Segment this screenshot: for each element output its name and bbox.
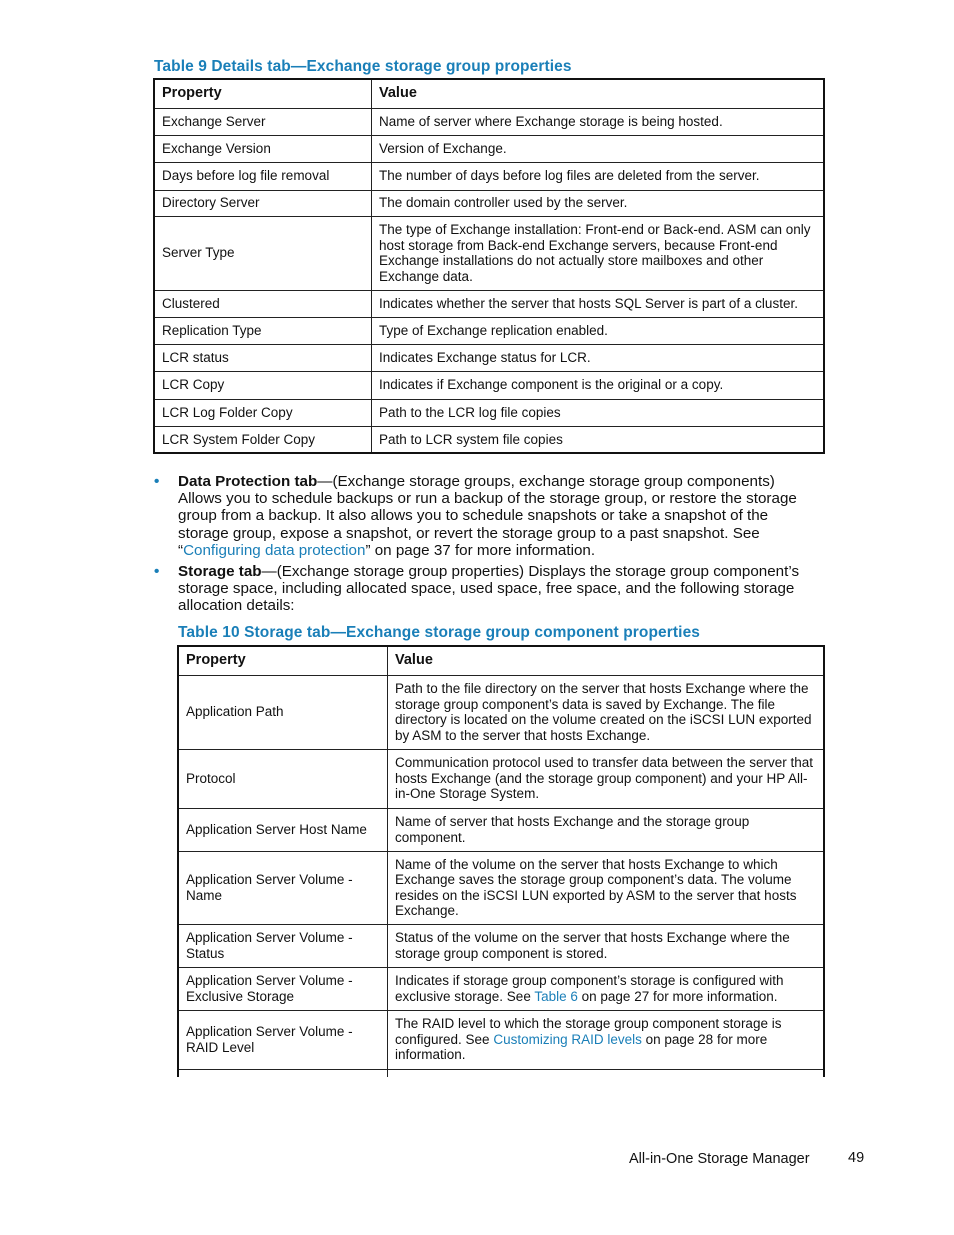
term-storage-tab: Storage tab: [178, 563, 262, 581]
value-cell: Status of the volume on the server that hosts Exchange where the storage group component is stored.: [388, 924, 825, 967]
property-cell: Protocol: [178, 749, 388, 808]
empty-cell: [178, 1069, 388, 1077]
bullet-text-end: ” on page 37 for more information.: [365, 541, 596, 559]
table9-caption: Table 9 Details tab—Exchange storage group properties: [154, 58, 572, 75]
table-header-row: [154, 79, 824, 108]
property-cell: Application Server Host Name: [178, 808, 388, 851]
empty-cell: [388, 1069, 825, 1077]
property-cell: LCR Copy: [154, 371, 372, 399]
table-row: [154, 317, 824, 344]
property-cell: Application Server Volume - Status: [178, 924, 388, 967]
bullet-icon: •: [154, 563, 160, 581]
bullet-text: —(Exchange storage groups, exchange storage group components) Allows you to schedule backups or run a backup of the storage group, or restore the storage group from a backup. It also allows you to schedule snapshots or take a snapshot of the storage group, expose a snapshot, or revert the storage group to a past snapshot. See “: [178, 473, 797, 559]
table-row: [178, 675, 824, 749]
list-item-storage-tab: [153, 563, 805, 615]
value-text: Indicates if storage group component’s storage is configured with exclusive storage. See: [395, 973, 784, 1004]
value-cell: Indicates Exchange status for LCR.: [372, 344, 825, 371]
table-row: [178, 808, 824, 851]
property-cell: Directory Server: [154, 190, 372, 216]
property-cell: Clustered: [154, 290, 372, 317]
property-cell: Exchange Server: [154, 108, 372, 135]
column-header-value: Value: [372, 79, 825, 108]
value-cell: Communication protocol used to transfer data between the server that hosts Exchange (and the storage group component) and your HP All-in-One Storage System.: [388, 749, 825, 808]
property-cell: Server Type: [154, 216, 372, 290]
value-cell: Name of the volume on the server that hosts Exchange to which Exchange saves the storage group component’s data. The volume resides on the iSCSI LUN exported by ASM to the server that hosts Exchange.: [388, 851, 825, 924]
table-row: [154, 190, 824, 216]
table-6-link[interactable]: Table 6: [534, 988, 578, 1004]
property-cell: Replication Type: [154, 317, 372, 344]
storage-tab-properties-table: [177, 645, 825, 1077]
value-cell: [388, 967, 825, 1010]
table-row: [178, 967, 824, 1010]
table-row: [154, 162, 824, 190]
table10-caption: Table 10 Storage tab—Exchange storage group component properties: [178, 624, 701, 641]
list-item-data-protection-tab: [153, 473, 805, 559]
property-cell: LCR Log Folder Copy: [154, 399, 372, 426]
column-header-property: Property: [178, 646, 388, 675]
value-cell: The type of Exchange installation: Front-end or Back-end. ASM can only host storage from Back-end Exchange servers, because Front-end Exchange installations do not actually store mailboxes and other Exchange data.: [372, 216, 825, 290]
property-cell: LCR System Folder Copy: [154, 426, 372, 453]
value-cell: Path to LCR system file copies: [372, 426, 825, 453]
bullet-text: —(Exchange storage group properties) Displays the storage group component’s storage space, including allocated space, used space, free space, and the following storage allocation details:: [178, 563, 800, 615]
property-cell: Application Server Volume - RAID Level: [178, 1010, 388, 1069]
table-row: [154, 371, 824, 399]
tab-descriptions-list: [153, 473, 805, 619]
value-cell: Indicates if Exchange component is the original or a copy.: [372, 371, 825, 399]
value-text-end: on page 28 for more information.: [395, 1031, 768, 1063]
value-cell: Name of server that hosts Exchange and the storage group component.: [388, 808, 825, 851]
configuring-data-protection-link[interactable]: Configuring data protection: [183, 541, 366, 559]
value-cell: The domain controller used by the server.: [372, 190, 825, 216]
table-row: [178, 924, 824, 967]
table-row: [154, 399, 824, 426]
property-cell: Exchange Version: [154, 135, 372, 162]
value-cell: Version of Exchange.: [372, 135, 825, 162]
table-row: [154, 135, 824, 162]
value-cell: Path to the LCR log file copies: [372, 399, 825, 426]
value-cell: [388, 1010, 825, 1069]
table-row: [178, 1010, 824, 1069]
table-row: [178, 749, 824, 808]
value-text: The RAID level to which the storage group component storage is configured. See: [395, 1016, 782, 1047]
value-cell: Type of Exchange replication enabled.: [372, 317, 825, 344]
term-data-protection-tab: Data Protection tab: [178, 473, 318, 490]
column-header-property: Property: [154, 79, 372, 108]
value-cell: Indicates whether the server that hosts SQL Server is part of a cluster.: [372, 290, 825, 317]
footer-section-title: All-in-One Storage Manager: [629, 1151, 810, 1167]
value-text-end: on page 27 for more information.: [577, 988, 778, 1004]
table-row: [154, 426, 824, 453]
table-header-row: [178, 646, 824, 675]
bullet-icon: •: [154, 473, 160, 490]
table-row: [154, 108, 824, 135]
table-row: [154, 344, 824, 371]
property-cell: Application Server Volume - Exclusive Storage: [178, 967, 388, 1010]
table-row: [178, 851, 824, 924]
value-cell: The number of days before log files are deleted from the server.: [372, 162, 825, 190]
value-cell: Path to the file directory on the server that hosts Exchange where the storage group component’s data is saved by Exchange. The file directory is located on the volume created on the iSCSI LUN exported by ASM to the server that hosts Exchange.: [388, 675, 825, 749]
column-header-value: Value: [388, 646, 825, 675]
property-cell: Days before log file removal: [154, 162, 372, 190]
property-cell: LCR status: [154, 344, 372, 371]
details-tab-properties-table: [153, 78, 825, 454]
table-continuation-row: [178, 1069, 824, 1077]
page-number: 49: [848, 1150, 865, 1166]
value-cell: Name of server where Exchange storage is being hosted.: [372, 108, 825, 135]
table-row: [154, 216, 824, 290]
property-cell: Application Server Volume - Name: [178, 851, 388, 924]
table-row: [154, 290, 824, 317]
customizing-raid-levels-link[interactable]: Customizing RAID levels: [493, 1031, 642, 1047]
property-cell: Application Path: [178, 675, 388, 749]
